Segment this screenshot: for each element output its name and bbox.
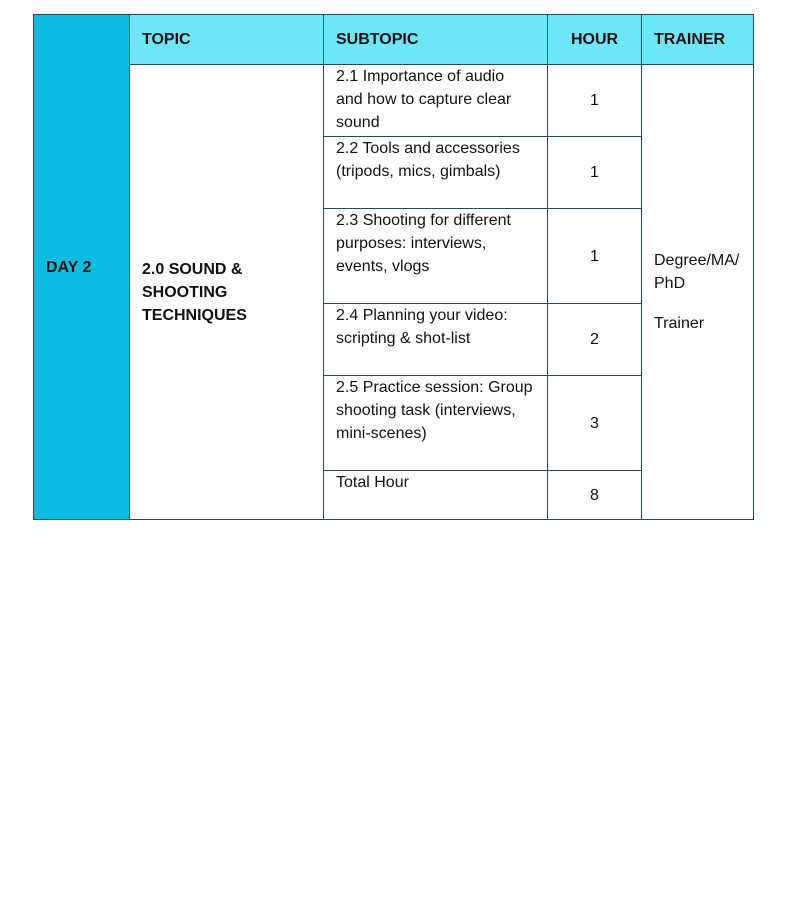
- hour-cell: 2: [548, 304, 642, 376]
- trainer-role: Trainer: [654, 315, 705, 332]
- header-row: [34, 15, 754, 65]
- day-label: DAY 2: [34, 15, 130, 520]
- subtopic-cell: 2.5 Practice session: Group shooting task (interviews, mini-scenes): [324, 376, 548, 471]
- hour-cell: 1: [548, 65, 642, 137]
- hour-header: HOUR: [548, 15, 642, 65]
- hour-cell: 1: [548, 137, 642, 209]
- hour-cell: 3: [548, 376, 642, 471]
- topic-cell: 2.0 SOUND & SHOOTING TECHNIQUES: [130, 65, 324, 520]
- trainer-cell: [642, 65, 754, 520]
- subtopic-cell: 2.3 Shooting for different purposes: interviews, events, vlogs: [324, 209, 548, 304]
- total-label: Total Hour: [324, 471, 548, 520]
- trainer-header: TRAINER: [642, 15, 754, 65]
- subtopic-cell: 2.4 Planning your video: scripting & shot-list: [324, 304, 548, 376]
- total-hour: 8: [548, 471, 642, 520]
- trainer-qualification: Degree/MA/ PhD: [654, 252, 740, 292]
- subtopic-cell: 2.2 Tools and accessories (tripods, mics, gimbals): [324, 137, 548, 209]
- training-schedule-table: [33, 14, 754, 520]
- subtopic-header: SUBTOPIC: [324, 15, 548, 65]
- subtopic-cell: 2.1 Importance of audio and how to capture clear sound: [324, 65, 548, 137]
- table-row: [34, 65, 754, 137]
- topic-header: TOPIC: [130, 15, 324, 65]
- hour-cell: 1: [548, 209, 642, 304]
